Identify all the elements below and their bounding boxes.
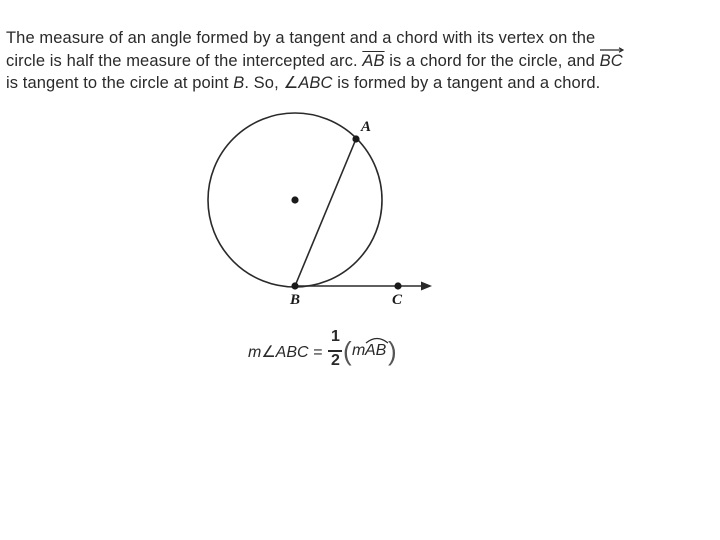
fraction-numerator: 1: [331, 328, 340, 345]
ray-arrowhead-icon: [421, 282, 432, 291]
chord-ab-notation: $\overline{AB}$: [362, 51, 385, 70]
circle-center-point: [291, 196, 298, 203]
ray-bc-label: BC: [599, 51, 623, 70]
arc-ab-label: AB: [365, 342, 387, 359]
arc-measure-prefix: m: [352, 342, 366, 359]
open-paren: (: [343, 336, 352, 366]
point-b-text: B: [233, 74, 245, 92]
formula-lhs: m∠ABC =: [248, 344, 323, 361]
chord-ab: [295, 139, 356, 286]
fraction-denominator: 2: [331, 352, 340, 369]
paragraph-text: circle is half the measure of the intercepted arc.: [6, 51, 363, 70]
angle-abc-text: ∠ABC: [283, 74, 333, 92]
point-b: [291, 282, 298, 289]
point-a: [352, 135, 359, 142]
label-c: C: [392, 292, 403, 308]
paragraph-text: The measure of an angle formed by a tangent and a chord with its vertex on the: [6, 29, 596, 47]
paragraph-text: is formed by a tangent and a chord.: [332, 74, 601, 92]
label-b: B: [290, 292, 301, 308]
paragraph-text: is tangent to the circle at point: [6, 74, 234, 92]
paragraph-text: is a chord for the circle, and: [384, 51, 600, 70]
close-paren: ): [388, 336, 397, 366]
paragraph-text: . So,: [244, 74, 284, 92]
label-a: A: [361, 119, 372, 135]
point-c: [394, 282, 401, 289]
